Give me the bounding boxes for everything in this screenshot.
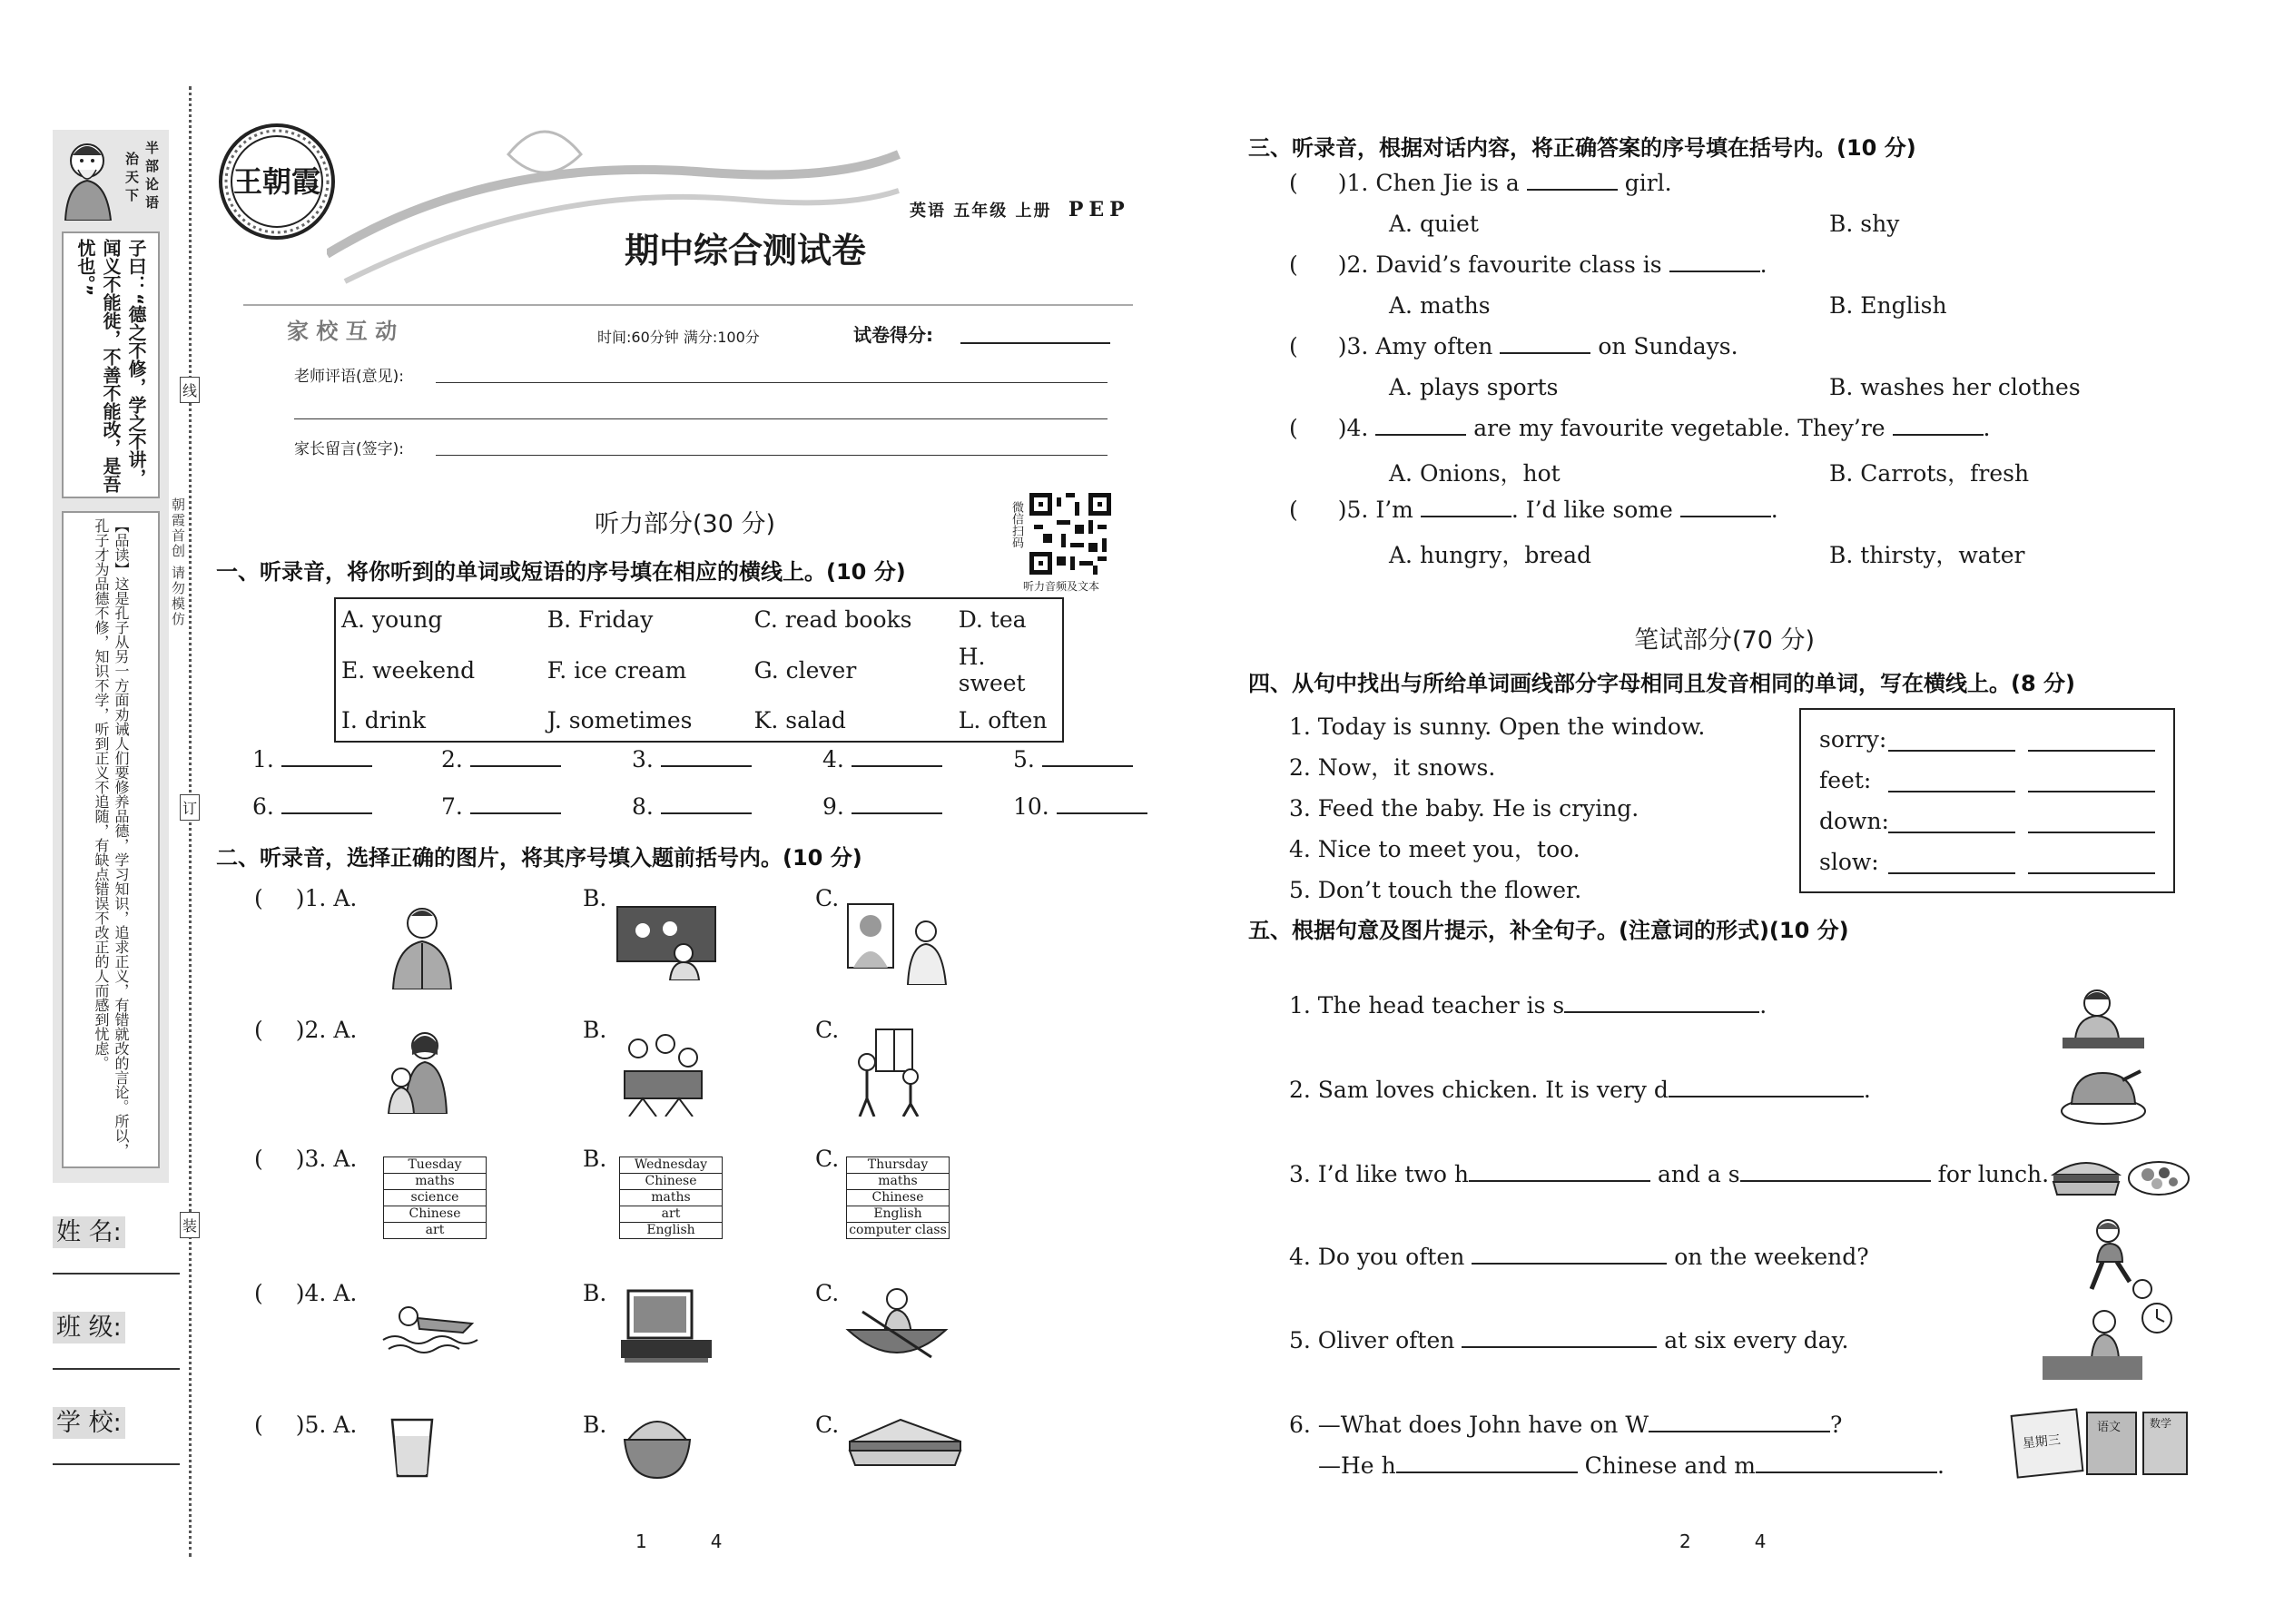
option-b: B. Carrots，fresh bbox=[1829, 460, 2030, 487]
answer-line[interactable] bbox=[1888, 750, 2015, 752]
motto-char: 下 bbox=[125, 187, 140, 203]
question-text: on Sundays. bbox=[1598, 333, 1738, 359]
hint-letter: W bbox=[1625, 1412, 1649, 1438]
teacher-comment-line-2[interactable] bbox=[294, 418, 1108, 419]
option-label: C. bbox=[815, 1412, 840, 1438]
word-option: L. often bbox=[958, 707, 1048, 733]
s4-sentences bbox=[1289, 706, 1705, 910]
s4-sentence: 5. Don’t touch the flower. bbox=[1289, 877, 1582, 903]
motto-char: 天 bbox=[125, 169, 140, 185]
logo-text: 王朝霞 bbox=[232, 164, 320, 199]
option-a: A. Onions，hot bbox=[1389, 460, 1561, 487]
timetable-cell: Chinese bbox=[847, 1190, 950, 1206]
s5-q6-answer bbox=[1318, 1452, 1944, 1479]
option-label: A. bbox=[333, 885, 358, 911]
answer-line[interactable] bbox=[1564, 1011, 1759, 1013]
boy-tracksuit-icon bbox=[386, 903, 458, 993]
section-3-instruction: 三、听录音，根据对话内容，将正确答案的序号填在括号内。(10 分) bbox=[1248, 135, 1916, 161]
name-label: 姓 名: bbox=[53, 1216, 125, 1248]
swimming-icon bbox=[381, 1296, 481, 1359]
students-group-icon bbox=[615, 1030, 711, 1120]
s2-item-1: ( )1. A. bbox=[254, 885, 358, 911]
parent-message-label: 家长留言(签字): bbox=[294, 440, 404, 458]
question-text: . bbox=[1863, 1077, 1871, 1103]
s4-answer-box bbox=[1799, 708, 2175, 893]
word-option: B. Friday bbox=[546, 606, 654, 633]
motto-col-2 bbox=[125, 150, 142, 204]
mother-child-icon bbox=[381, 1028, 458, 1117]
hint-letter: h bbox=[1453, 1161, 1470, 1187]
question-text: girl. bbox=[1624, 170, 1672, 196]
word-option: J. sometimes bbox=[546, 707, 693, 733]
option-label: A. bbox=[333, 1412, 358, 1438]
page-number-left bbox=[635, 1530, 722, 1552]
s3-item-4 bbox=[1289, 415, 1990, 441]
head-teacher-icon bbox=[2061, 985, 2147, 1054]
logo-badge bbox=[218, 123, 336, 241]
boating-icon bbox=[844, 1284, 949, 1370]
s4-word: sorry: bbox=[1819, 726, 1887, 753]
s5-q2 bbox=[1289, 1077, 1871, 1103]
school-field[interactable] bbox=[53, 1403, 180, 1465]
answer-line[interactable] bbox=[470, 765, 561, 767]
option-a: A. maths bbox=[1389, 292, 1491, 319]
s3-item-1 bbox=[1289, 170, 1672, 196]
word-option: H. sweet bbox=[958, 644, 1026, 696]
s2-item-3: ( )3. A. bbox=[254, 1146, 358, 1172]
item-num: 1. bbox=[304, 885, 327, 911]
art-class-icon bbox=[846, 899, 955, 989]
answer-line[interactable] bbox=[1421, 516, 1511, 517]
hint-letter: d bbox=[1653, 1077, 1669, 1103]
question-text: Chinese and bbox=[1584, 1452, 1728, 1479]
reading-box bbox=[62, 511, 160, 1168]
option-b: B. washes her clothes bbox=[1829, 374, 2081, 400]
answer-line[interactable] bbox=[1042, 765, 1133, 767]
timetable-cell: maths bbox=[384, 1174, 487, 1190]
s4-word-row bbox=[1819, 849, 1879, 875]
page-number: 2 bbox=[1679, 1530, 1691, 1552]
teacher-comment-label: 老师评语(意见): bbox=[294, 368, 404, 386]
answer-line[interactable] bbox=[1500, 352, 1590, 354]
answer-line[interactable] bbox=[661, 812, 752, 814]
word-option: A. young bbox=[341, 606, 443, 633]
word-bank bbox=[334, 597, 1064, 743]
s2-item-2: ( )2. A. bbox=[254, 1017, 358, 1043]
s5-q4 bbox=[1289, 1244, 1869, 1270]
option-label: C. bbox=[815, 1017, 840, 1043]
hint-letter: h bbox=[1381, 1452, 1396, 1479]
answer-line[interactable] bbox=[1893, 434, 1984, 436]
s4-word: down: bbox=[1819, 808, 1889, 834]
motto-col-1 bbox=[145, 139, 162, 212]
answer-line[interactable] bbox=[1669, 271, 1760, 272]
answer-line[interactable] bbox=[1396, 1471, 1578, 1473]
s3-item-5 bbox=[1289, 497, 1778, 523]
s4-word: feet: bbox=[1819, 767, 1872, 793]
answer-line[interactable] bbox=[1472, 1263, 1667, 1265]
s2-item-5: ( )5. A. bbox=[254, 1412, 358, 1438]
timetable-c bbox=[846, 1156, 950, 1239]
hint-letter: s bbox=[1728, 1161, 1740, 1187]
motto-char: 部 bbox=[145, 158, 160, 174]
answer-line[interactable] bbox=[1888, 832, 2015, 833]
sidebar bbox=[53, 130, 169, 1183]
teacher-comment-line[interactable] bbox=[436, 382, 1108, 383]
s4-sentence: 1. Today is sunny. Open the window. bbox=[1289, 714, 1706, 740]
timetable-cell: Chinese bbox=[620, 1174, 723, 1190]
question-text: )2. David’s favourite class is bbox=[1337, 251, 1662, 278]
answer-line[interactable] bbox=[281, 812, 372, 814]
answer-line[interactable] bbox=[2028, 832, 2155, 833]
answer-line[interactable] bbox=[852, 812, 942, 814]
timetable-cell: English bbox=[847, 1206, 950, 1223]
timetable-b bbox=[619, 1156, 723, 1239]
book-text: 语文 bbox=[2097, 1421, 2122, 1434]
class-line[interactable] bbox=[53, 1366, 180, 1370]
school-line[interactable] bbox=[53, 1462, 180, 1465]
item-num: 3. bbox=[304, 1146, 327, 1172]
option-a: A. plays sports bbox=[1389, 374, 1559, 400]
option-b: B. English bbox=[1829, 292, 1947, 319]
answer-line[interactable] bbox=[1462, 1346, 1657, 1348]
page-number-right bbox=[1679, 1530, 1766, 1552]
motto-char: 治 bbox=[125, 151, 140, 167]
writing-title: 笔试部分(70 分) bbox=[1634, 626, 1816, 655]
page-total: 4 bbox=[710, 1530, 723, 1552]
school-label: 学 校: bbox=[53, 1407, 125, 1439]
chinese-book-icon bbox=[2086, 1412, 2137, 1475]
answer-num: 2. bbox=[441, 746, 463, 773]
option-label: B. bbox=[583, 1412, 607, 1438]
class-label: 班 级: bbox=[53, 1312, 125, 1343]
motto-char: 论 bbox=[145, 176, 160, 192]
question-text: at six every day. bbox=[1664, 1327, 1849, 1353]
s5-q6 bbox=[1289, 1412, 1842, 1438]
answer-num: 5. bbox=[1013, 746, 1035, 773]
timetable-cell: maths bbox=[847, 1174, 950, 1190]
option-a: A. hungry，bread bbox=[1389, 542, 1591, 568]
option-b: B. thirsty，water bbox=[1829, 542, 2025, 568]
qr-code-icon[interactable] bbox=[1029, 493, 1111, 575]
page-total: 4 bbox=[1754, 1530, 1767, 1552]
question-text: for lunch. bbox=[1937, 1161, 2050, 1187]
s4-sentence: 3. Feed the baby. He is crying. bbox=[1289, 795, 1639, 822]
question-text: 1. The head teacher is bbox=[1289, 992, 1546, 1019]
answer-line[interactable] bbox=[1669, 1096, 1864, 1097]
timetable-cell: English bbox=[620, 1223, 723, 1239]
answer-line[interactable] bbox=[661, 765, 752, 767]
home-school-panel bbox=[243, 304, 1133, 497]
cut-mark: 装 bbox=[180, 1212, 200, 1238]
qr-caption: 听力音频及文本 bbox=[1023, 580, 1100, 593]
item-num: 4. bbox=[304, 1280, 327, 1306]
answer-paren[interactable]: ( bbox=[1289, 333, 1298, 359]
salad-icon bbox=[2126, 1155, 2191, 1202]
answer-paren[interactable]: ( bbox=[254, 885, 263, 911]
option-label: C. bbox=[815, 885, 840, 911]
section-4-instruction: 四、从句中找出与所给单词画线部分字母相同且发音相同的单词，写在横线上。(8 分) bbox=[1248, 671, 2075, 696]
answer-line[interactable] bbox=[852, 765, 942, 767]
edition-text: PEP bbox=[1068, 198, 1130, 221]
reading-text: 【品读】这是孔子从另一方面劝诫人们要修养品德，学习知识，追求正义，有错就改的言论。所以，孔子才为品德不修，知识不学，听到正义不追随，有缺点错误不改正的人而感到忧虑。 bbox=[93, 518, 130, 1157]
question-text: . bbox=[1983, 415, 1991, 441]
option-label: B. bbox=[583, 1017, 607, 1043]
question-text: . bbox=[1770, 497, 1778, 523]
class-field[interactable] bbox=[53, 1307, 180, 1370]
tv-icon bbox=[617, 1287, 717, 1368]
question-text: . bbox=[1759, 251, 1767, 278]
answer-num: 3. bbox=[632, 746, 654, 773]
name-field[interactable] bbox=[53, 1212, 180, 1275]
answer-line[interactable] bbox=[1756, 1471, 1937, 1473]
question-text: —He bbox=[1318, 1452, 1374, 1479]
cut-line bbox=[189, 86, 192, 1557]
timetable-cell: Tuesday bbox=[384, 1157, 487, 1174]
timetable-cell: science bbox=[384, 1190, 487, 1206]
question-text: . bbox=[1759, 992, 1767, 1019]
s3-item-3 bbox=[1289, 333, 1738, 359]
answer-num: 1. bbox=[252, 746, 274, 773]
answer-line[interactable] bbox=[1527, 189, 1618, 191]
question-text: and a bbox=[1657, 1161, 1721, 1187]
option-a: A. quiet bbox=[1389, 211, 1479, 237]
s5-q5 bbox=[1289, 1327, 1848, 1353]
s4-sentence: 4. Nice to meet you，too. bbox=[1289, 836, 1580, 862]
item-num: 2. bbox=[304, 1017, 327, 1043]
confucius-icon bbox=[56, 133, 120, 221]
option-label: B. bbox=[583, 1146, 607, 1172]
word-option: D. tea bbox=[958, 606, 1027, 633]
answer-num: 7. bbox=[441, 793, 463, 820]
timetable-cell: art bbox=[384, 1223, 487, 1239]
question-text: )5. I’m bbox=[1337, 497, 1413, 523]
question-text: on the weekend? bbox=[1674, 1244, 1869, 1270]
cut-mark: 线 bbox=[180, 377, 200, 403]
timetable-cell: Chinese bbox=[384, 1206, 487, 1223]
answer-paren[interactable]: ( bbox=[1289, 415, 1298, 441]
s4-sentence: 2. Now，it snows. bbox=[1289, 754, 1496, 781]
option-label: B. bbox=[583, 1280, 607, 1306]
word-option: K. salad bbox=[753, 707, 846, 733]
s4-word: slow: bbox=[1819, 849, 1879, 875]
word-option: F. ice cream bbox=[546, 656, 687, 684]
question-text: 4. Do you often bbox=[1289, 1244, 1465, 1270]
table-row bbox=[336, 638, 1062, 702]
answer-line[interactable] bbox=[1469, 1180, 1650, 1182]
answer-num: 8. bbox=[632, 793, 654, 820]
water-glass-icon bbox=[389, 1416, 436, 1483]
answer-paren[interactable]: ( bbox=[254, 1280, 263, 1306]
answer-line[interactable] bbox=[2028, 750, 2155, 752]
answer-line[interactable] bbox=[1888, 791, 2015, 792]
option-label: A. bbox=[333, 1280, 358, 1306]
s4-word-row bbox=[1819, 767, 1871, 793]
timetable-cell: maths bbox=[620, 1190, 723, 1206]
answer-paren[interactable]: ( bbox=[254, 1146, 263, 1172]
word-option: I. drink bbox=[341, 707, 426, 733]
answer-paren[interactable]: ( bbox=[254, 1017, 263, 1043]
question-text: . bbox=[1937, 1452, 1944, 1479]
answer-line[interactable] bbox=[1649, 1431, 1830, 1432]
answer-paren[interactable]: ( bbox=[1289, 497, 1298, 523]
answer-line[interactable] bbox=[2028, 872, 2155, 874]
timetable-cell: art bbox=[620, 1206, 723, 1223]
word-option: C. read books bbox=[753, 606, 912, 633]
s5-q3 bbox=[1289, 1161, 2049, 1187]
table-row bbox=[336, 601, 1062, 638]
paper-score-line[interactable] bbox=[960, 342, 1110, 344]
answer-line[interactable] bbox=[1057, 812, 1147, 814]
copyright-note: 朝霞首创 请勿模仿 bbox=[170, 497, 186, 627]
timetable-a bbox=[383, 1156, 487, 1239]
subject-label bbox=[910, 198, 1130, 221]
qr-side-label: 微信扫码 bbox=[1009, 501, 1023, 548]
question-text: 2. Sam loves chicken. It is very bbox=[1289, 1077, 1647, 1103]
hamburger-icon bbox=[2050, 1155, 2122, 1202]
playing-football-icon bbox=[2070, 1216, 2156, 1306]
item-num: 5. bbox=[304, 1412, 327, 1438]
answer-line[interactable] bbox=[1888, 872, 2015, 874]
motto-char: 语 bbox=[145, 194, 160, 211]
question-text: 3. I’d like two bbox=[1289, 1161, 1447, 1187]
answer-line[interactable] bbox=[1680, 516, 1771, 517]
word-bank-table bbox=[336, 601, 1062, 739]
subject-text: 英语 五年级 上册 bbox=[910, 202, 1052, 221]
question-text: )1. Chen Jie is a bbox=[1337, 170, 1520, 196]
rice-bowl-icon bbox=[621, 1409, 694, 1483]
answer-paren[interactable]: ( bbox=[254, 1412, 263, 1438]
answer-paren[interactable]: ( bbox=[1289, 251, 1298, 278]
teacher-blackboard-icon bbox=[615, 903, 720, 984]
roast-chicken-icon bbox=[2059, 1064, 2148, 1129]
question-text: 6. —What does John have on bbox=[1289, 1412, 1619, 1438]
name-line[interactable] bbox=[53, 1271, 180, 1275]
timetable-cell: Wednesday bbox=[620, 1157, 723, 1174]
answer-num: 9. bbox=[822, 793, 844, 820]
s5-q1 bbox=[1289, 992, 1767, 1019]
hint-letter: s bbox=[1552, 992, 1565, 1019]
paper-score-label: 试卷得分: bbox=[853, 324, 933, 346]
maths-book-icon bbox=[2142, 1412, 2188, 1475]
option-label: B. bbox=[583, 885, 607, 911]
time-score: 时间:60分钟 满分:100分 bbox=[597, 329, 760, 346]
answer-num: 6. bbox=[252, 793, 274, 820]
answer-paren[interactable]: ( bbox=[1289, 170, 1298, 196]
section-5-instruction: 五、根据句意及图片提示，补全句子。(注意词的形式)(10 分) bbox=[1248, 918, 1849, 943]
answer-line[interactable] bbox=[1375, 434, 1466, 436]
question-text: ? bbox=[1830, 1412, 1843, 1438]
parent-message-line[interactable] bbox=[436, 455, 1108, 456]
calendar-icon bbox=[2011, 1408, 2084, 1478]
calendar-text: 星期三 bbox=[2022, 1432, 2062, 1452]
s2-item-4: ( )4. A. bbox=[254, 1280, 358, 1306]
table-row bbox=[336, 702, 1062, 739]
answer-line[interactable] bbox=[2028, 791, 2155, 792]
option-label: A. bbox=[333, 1146, 358, 1172]
listening-title: 听力部分(30 分) bbox=[595, 510, 776, 538]
option-label: C. bbox=[815, 1146, 840, 1172]
s4-word-row bbox=[1819, 808, 1889, 834]
answer-line[interactable] bbox=[281, 765, 372, 767]
option-b: B. shy bbox=[1829, 211, 1900, 237]
book-text: 数学 bbox=[2150, 1417, 2172, 1430]
s3-item-2 bbox=[1289, 251, 1767, 278]
answer-num: 4. bbox=[822, 746, 844, 773]
hint-letter: m bbox=[1734, 1452, 1756, 1479]
question-text: )3. Amy often bbox=[1337, 333, 1493, 359]
kids-window-icon bbox=[849, 1026, 930, 1120]
answer-num: 10. bbox=[1013, 793, 1049, 820]
question-text: are my favourite vegetable. They’re bbox=[1473, 415, 1885, 441]
doing-homework-icon bbox=[2041, 1298, 2177, 1385]
quote-box bbox=[62, 231, 160, 498]
section-2-instruction: 二、听录音，选择正确的图片，将其序号填入题前括号内。(10 分) bbox=[216, 845, 862, 871]
question-text: . I’d like some bbox=[1511, 497, 1673, 523]
word-option: G. clever bbox=[753, 656, 857, 684]
home-school-title: 家 校 互 动 bbox=[287, 319, 398, 344]
word-option: E. weekend bbox=[341, 656, 476, 684]
answer-line[interactable] bbox=[470, 812, 561, 814]
quote-text: 子曰：“德之不修，学之不讲，闻义不能徙，不善不能改，是吾忧也。” bbox=[74, 239, 147, 493]
question-text: 5. Oliver often bbox=[1289, 1327, 1455, 1353]
s4-word-row bbox=[1819, 726, 1886, 753]
page-number: 1 bbox=[635, 1530, 647, 1552]
timetable-cell: Thursday bbox=[847, 1157, 950, 1174]
cut-mark: 订 bbox=[180, 794, 200, 821]
page-title: 期中综合测试卷 bbox=[625, 230, 867, 271]
sandwich-icon bbox=[846, 1414, 964, 1474]
question-text: )4. bbox=[1337, 415, 1369, 441]
option-label: A. bbox=[333, 1017, 358, 1043]
timetable-cell: computer class bbox=[847, 1223, 950, 1239]
motto-char: 半 bbox=[145, 140, 160, 156]
option-label: C. bbox=[815, 1280, 840, 1306]
section-1-instruction: 一、听录音，将你听到的单词或短语的序号填在相应的横线上。(10 分) bbox=[216, 559, 906, 585]
answer-line[interactable] bbox=[1740, 1180, 1931, 1182]
